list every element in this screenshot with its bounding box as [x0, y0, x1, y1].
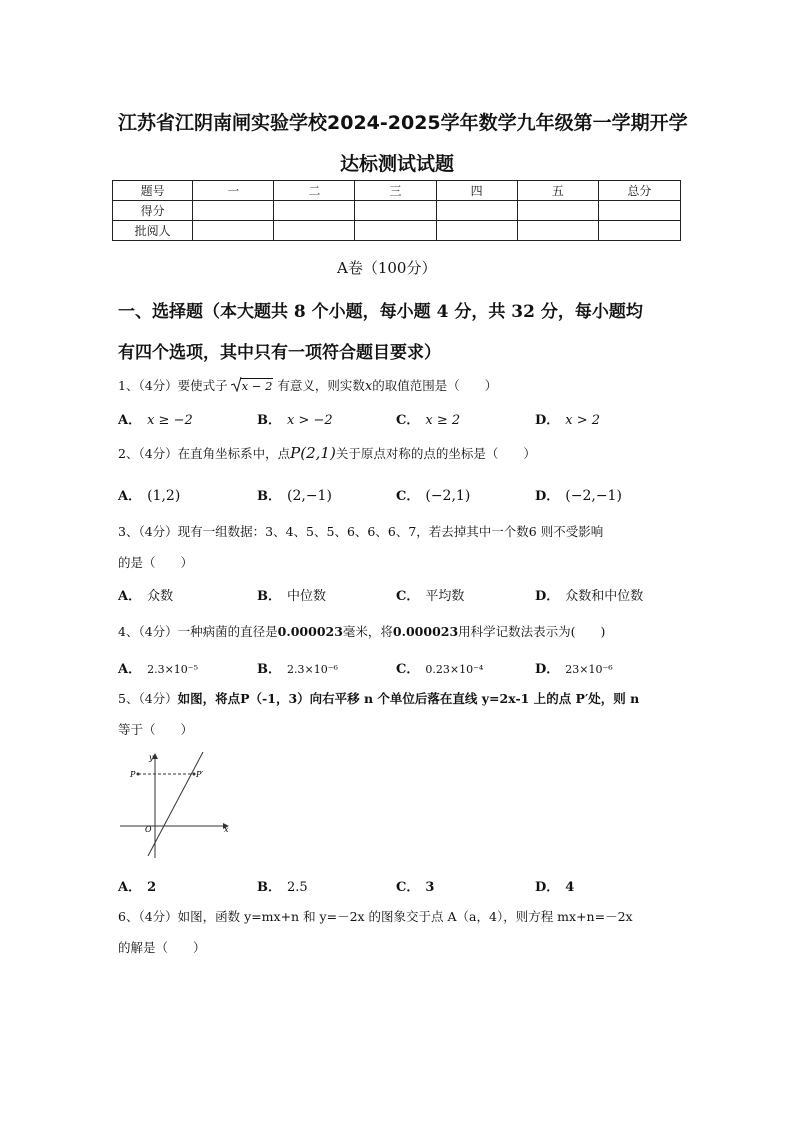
radical-sign-icon	[230, 376, 242, 392]
table-header-cell: 总分	[598, 181, 680, 201]
question-4	[118, 622, 605, 640]
option-text: 中位数	[287, 589, 327, 604]
section-heading-line2: 有四个选项，其中只有一项符合题目要求）	[118, 343, 441, 363]
question-text: 有意义，则实数	[277, 378, 365, 393]
question-text: 现有一组数据：3、4、5、5、6、6、6、7，若去掉其中一个数6 则不受影响	[177, 524, 604, 539]
option-label: C．	[396, 489, 420, 504]
option-label: B．	[257, 662, 281, 677]
origin-label: O	[145, 825, 152, 834]
table-row	[113, 201, 681, 221]
question-number-value: 0.000023	[392, 624, 459, 639]
option-text: x ≥ 2	[425, 413, 461, 428]
sqrt-expression	[232, 378, 274, 393]
option-c	[396, 485, 470, 504]
option-d	[535, 409, 600, 428]
table-cell	[193, 221, 274, 241]
option-b	[257, 876, 308, 895]
question-text: 毫米，将	[342, 624, 393, 639]
option-text: (−2,1)	[425, 488, 471, 504]
question-point: P(2,1)	[290, 444, 336, 462]
table-cell: 得分	[113, 201, 193, 221]
option-text: 2.3×10⁻⁵	[147, 663, 199, 676]
table-header-cell: 二	[274, 181, 355, 201]
option-b	[257, 585, 326, 604]
option-label: A．	[118, 489, 142, 504]
option-label: C．	[396, 589, 420, 604]
option-label: A．	[118, 880, 142, 895]
question-text: 的取值范围是（ ）	[372, 378, 498, 393]
table-cell	[517, 221, 598, 241]
table-cell	[355, 221, 436, 241]
question-5-figure	[118, 748, 236, 863]
question-text: 如图，将点P（-1，3）向右平移 n 个单位后落在直线 y=2x-1 上的点 P′处，则 n	[177, 691, 640, 706]
option-label: A．	[118, 662, 142, 677]
option-text: x > −2	[287, 413, 333, 428]
y-axis-label: y	[149, 753, 154, 762]
score-table	[112, 180, 681, 241]
option-text: 平均数	[425, 589, 465, 604]
table-row	[113, 181, 681, 201]
question-number-value: 0.000023	[277, 624, 343, 639]
option-text: 2	[147, 880, 157, 895]
option-text: 2.3×10⁻⁶	[287, 663, 338, 676]
page-title: 江苏省江阴南闸实验学校2024-2025学年数学九年级第一学期开学	[118, 112, 688, 134]
option-label: C．	[396, 880, 420, 895]
table-cell	[598, 201, 680, 221]
line-graph	[148, 752, 203, 856]
option-c	[396, 585, 464, 604]
option-text: (1,2)	[147, 488, 181, 504]
radicand: x − 2	[241, 379, 273, 393]
page-title-line2: 达标测试试题	[340, 153, 455, 175]
table-cell	[598, 221, 680, 241]
question-text: 在直角坐标系中，点	[177, 446, 291, 461]
table-header-cell: 一	[193, 181, 274, 201]
table-cell	[436, 221, 517, 241]
option-label: A．	[118, 589, 142, 604]
question-text: 一种病菌的直径是	[177, 624, 278, 639]
option-text: 0.23×10⁻⁴	[425, 663, 484, 676]
question-number: 2、（4分）	[118, 446, 178, 461]
question-text: 要使式子	[177, 378, 228, 393]
option-label: D．	[535, 662, 560, 677]
point-p	[137, 773, 140, 776]
option-d	[535, 585, 643, 604]
question-number: 4、（4分）	[118, 624, 178, 639]
table-cell	[436, 201, 517, 221]
option-text: 23×10⁻⁶	[565, 663, 613, 676]
option-text: 众数和中位数	[565, 589, 644, 604]
question-number: 3、（4分）	[118, 524, 178, 539]
option-label: B．	[257, 489, 281, 504]
option-label: C．	[396, 662, 420, 677]
option-label: D．	[535, 489, 560, 504]
option-c	[396, 409, 460, 428]
option-text: 3	[425, 880, 435, 895]
p-prime-label: P′	[196, 770, 204, 779]
option-label: B．	[257, 413, 281, 428]
option-c	[396, 876, 434, 895]
x-axis-label: x	[224, 825, 229, 834]
option-c	[396, 658, 483, 677]
option-d	[535, 658, 613, 677]
option-text: (2,−1)	[287, 488, 332, 504]
option-d	[535, 876, 574, 895]
table-row	[113, 221, 681, 241]
section-heading: 一、选择题（本大题共 8 个小题，每小题 4 分，共 32 分，每小题均	[118, 302, 643, 322]
option-label: C．	[396, 413, 420, 428]
table-header-cell: 三	[355, 181, 436, 201]
option-a	[118, 585, 173, 604]
question-3	[118, 522, 603, 540]
question-text: 关于原点对称的点的坐标是（ ）	[335, 446, 536, 461]
question-text: 如图，函数 y=mx+n 和 y=－2x 的图象交于点 A（a，4），则方程 mx+n=－2x	[177, 909, 633, 924]
question-number: 1、（4分）	[118, 378, 178, 393]
option-text: 众数	[147, 589, 174, 604]
table-cell: 批阅人	[113, 221, 193, 241]
option-a	[118, 658, 198, 677]
question-6	[118, 907, 633, 925]
p-label: P	[130, 770, 136, 779]
option-text: (−2,−1)	[565, 488, 622, 504]
option-label: D．	[535, 413, 560, 428]
option-label: A．	[118, 413, 142, 428]
section-a-label: A卷（100分）	[337, 259, 437, 277]
option-b	[257, 485, 332, 504]
question-text: 用科学记数法表示为( )	[458, 624, 606, 639]
table-header-cell: 五	[517, 181, 598, 201]
table-header-cell: 题号	[113, 181, 193, 201]
table-header-cell: 四	[436, 181, 517, 201]
question-number: 6、（4分）	[118, 909, 178, 924]
option-label: D．	[535, 880, 560, 895]
table-cell	[193, 201, 274, 221]
question-5-line2: 等于（ ）	[118, 722, 194, 737]
option-a	[118, 876, 156, 895]
option-text: x > 2	[565, 413, 601, 428]
question-5	[118, 689, 639, 707]
question-var: x	[364, 379, 373, 394]
question-number: 5、（4分）	[118, 691, 178, 706]
option-text: 4	[565, 880, 575, 895]
option-label: D．	[535, 589, 560, 604]
option-text: 2.5	[287, 880, 308, 895]
option-d	[535, 485, 622, 504]
question-2	[118, 444, 536, 462]
question-1	[118, 376, 497, 394]
option-a	[118, 409, 193, 428]
table-cell	[355, 201, 436, 221]
option-label: B．	[257, 880, 281, 895]
option-b	[257, 658, 338, 677]
table-cell	[274, 221, 355, 241]
option-text: x ≥ −2	[147, 413, 193, 428]
option-b	[257, 409, 333, 428]
table-cell	[274, 201, 355, 221]
option-a	[118, 485, 180, 504]
question-3-line2: 的是（ ）	[118, 555, 194, 570]
table-cell	[517, 201, 598, 221]
option-label: B．	[257, 589, 281, 604]
question-6-line2: 的解是（ ）	[118, 940, 206, 955]
